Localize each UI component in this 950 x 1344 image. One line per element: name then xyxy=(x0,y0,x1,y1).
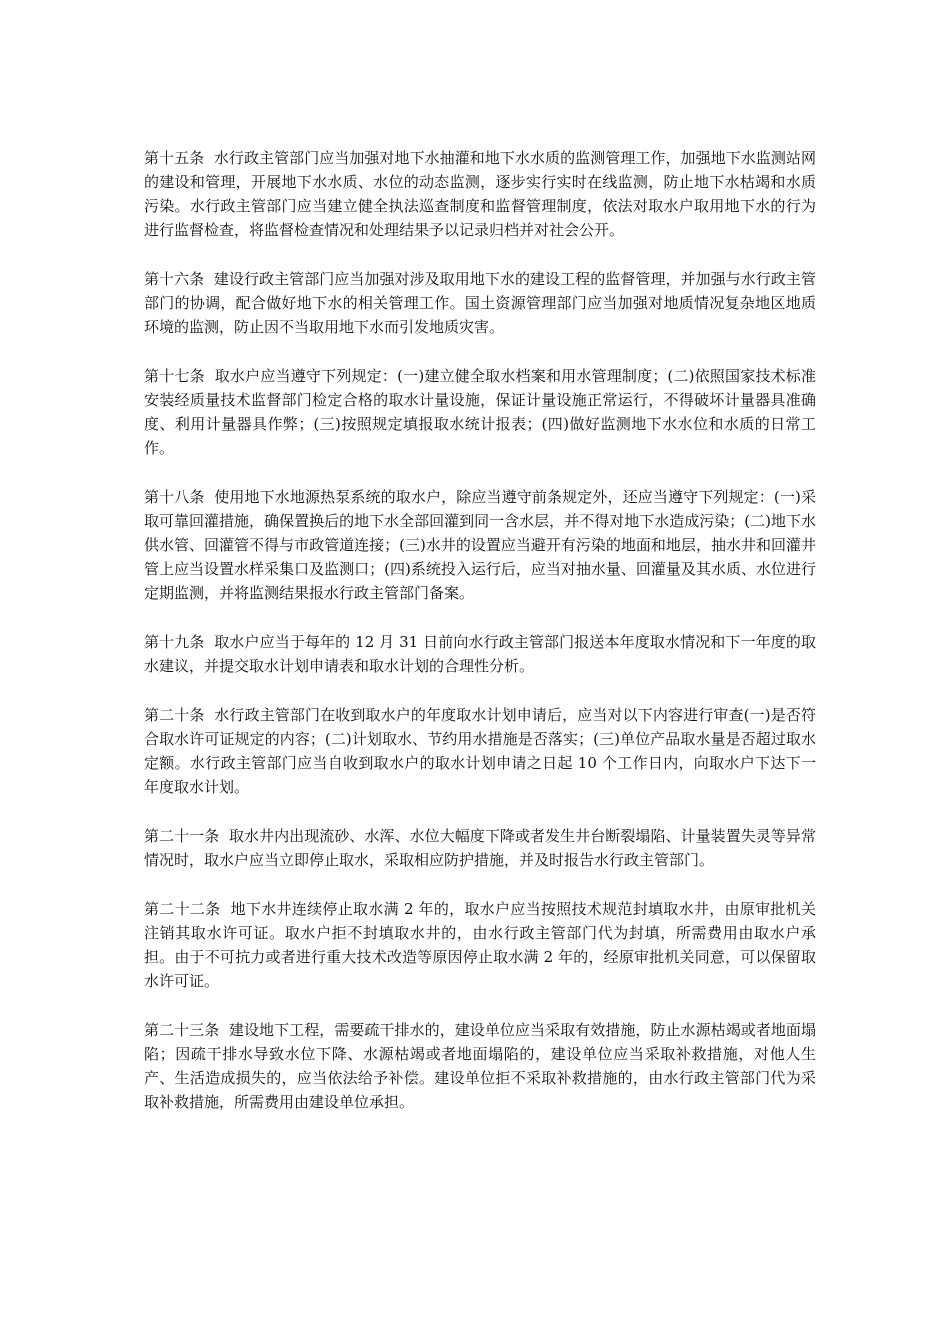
article-15 xyxy=(144,146,816,242)
article-17 xyxy=(144,364,816,460)
article-20 xyxy=(144,703,816,799)
article-text: 水行政主管部门在收到取水户的年度取水计划申请后，应当对以下内容进行审查(一)是否符合取水许可证规定的内容；(二)计划取水、节约用水措施是否落实；(三)单位产品取水量是否超过取水定额。水行政主管部门应当自收到取水户的取水计划申请之日起 10 个工作日内，向取水户下达下一年度取水计划。 xyxy=(144,706,816,796)
article-text: 取水井内出现流砂、水浑、水位大幅度下降或者发生井台断裂塌陷、计量装置失灵等异常情况时，取水户应当立即停止取水，采取相应防护措施，并及时报告水行政主管部门。 xyxy=(144,827,816,869)
article-text: 水行政主管部门应当加强对地下水抽灌和地下水水质的监测管理工作，加强地下水监测站网的建设和管理，开展地下水水质、水位的动态监测，逐步实行实时在线监测，防止地下水枯竭和水质污染。水行政主管部门应当建立健全执法巡查制度和监督管理制度，依法对取水户取用地下水的行为进行监督检查，将监督检查情况和处理结果予以记录归档并对社会公开。 xyxy=(144,149,816,239)
article-heading: 第二十一条 xyxy=(144,827,220,845)
article-text: 取水户应当于每年的 12 月 31 日前向水行政主管部门报送本年度取水情况和下一年度的取水建议，并提交取水计划申请表和取水计划的合理性分析。 xyxy=(144,633,816,675)
article-text: 取水户应当遵守下列规定：(一)建立健全取水档案和用水管理制度；(二)依照国家技术标准安装经质量技术监督部门检定合格的取水计量设施，保证计量设施正常运行，不得破坏计量器具准确度、利用计量器具作弊；(三)按照规定填报取水统计报表；(四)做好监测地下水水位和水质的日常工作。 xyxy=(144,367,816,457)
article-22 xyxy=(144,897,816,993)
article-text: 使用地下水地源热泵系统的取水户，除应当遵守前条规定外，还应当遵守下列规定：(一)采取可靠回灌措施，确保置换后的地下水全部回灌到同一含水层，并不得对地下水造成污染；(二)地下水供水管、回灌管不得与市政管道连接；(三)水井的设置应当避开有污染的地面和地层，抽水井和回灌井管上应当设置水样采集口及监测口；(四)系统投入运行后，应当对抽水量、回灌量及其水质、水位进行定期监测，并将监测结果报水行政主管部门备案。 xyxy=(144,488,816,602)
article-heading: 第二十二条 xyxy=(144,900,221,918)
article-19 xyxy=(144,630,816,678)
article-23 xyxy=(144,1018,816,1114)
article-text: 地下水井连续停止取水满 2 年的，取水户应当按照技术规范封填取水井，由原审批机关注销其取水许可证。取水户拒不封填取水井的，由水行政主管部门代为封填，所需费用由取水户承担。由于不可抗力或者进行重大技术改造等原因停止取水满 2 年的，经原审批机关同意，可以保留取水许可证。 xyxy=(144,900,816,990)
article-text: 建设地下工程，需要疏干排水的，建设单位应当采取有效措施，防止水源枯竭或者地面塌陷；因疏干排水导致水位下降、水源枯竭或者地面塌陷的，建设单位应当采取补救措施，对他人生产、生活造成损失的，应当依法给予补偿。建设单位拒不采取补救措施的，由水行政主管部门代为采取补救措施，所需费用由建设单位承担。 xyxy=(144,1021,816,1111)
document-page xyxy=(144,146,816,1139)
article-heading: 第十八条 xyxy=(144,488,205,506)
article-heading: 第二十三条 xyxy=(144,1021,220,1039)
article-heading: 第十七条 xyxy=(144,367,205,385)
article-16 xyxy=(144,267,816,339)
article-heading: 第二十条 xyxy=(144,706,205,724)
article-heading: 第十六条 xyxy=(144,270,205,288)
article-18 xyxy=(144,485,816,605)
article-heading: 第十五条 xyxy=(144,149,205,167)
article-text: 建设行政主管部门应当加强对涉及取用地下水的建设工程的监督管理，并加强与水行政主管部门的协调，配合做好地下水的相关管理工作。国土资源管理部门应当加强对地质情况复杂地区地质环境的监测，防止因不当取用地下水而引发地质灾害。 xyxy=(144,270,816,336)
article-21 xyxy=(144,824,816,872)
article-heading: 第十九条 xyxy=(144,633,205,651)
